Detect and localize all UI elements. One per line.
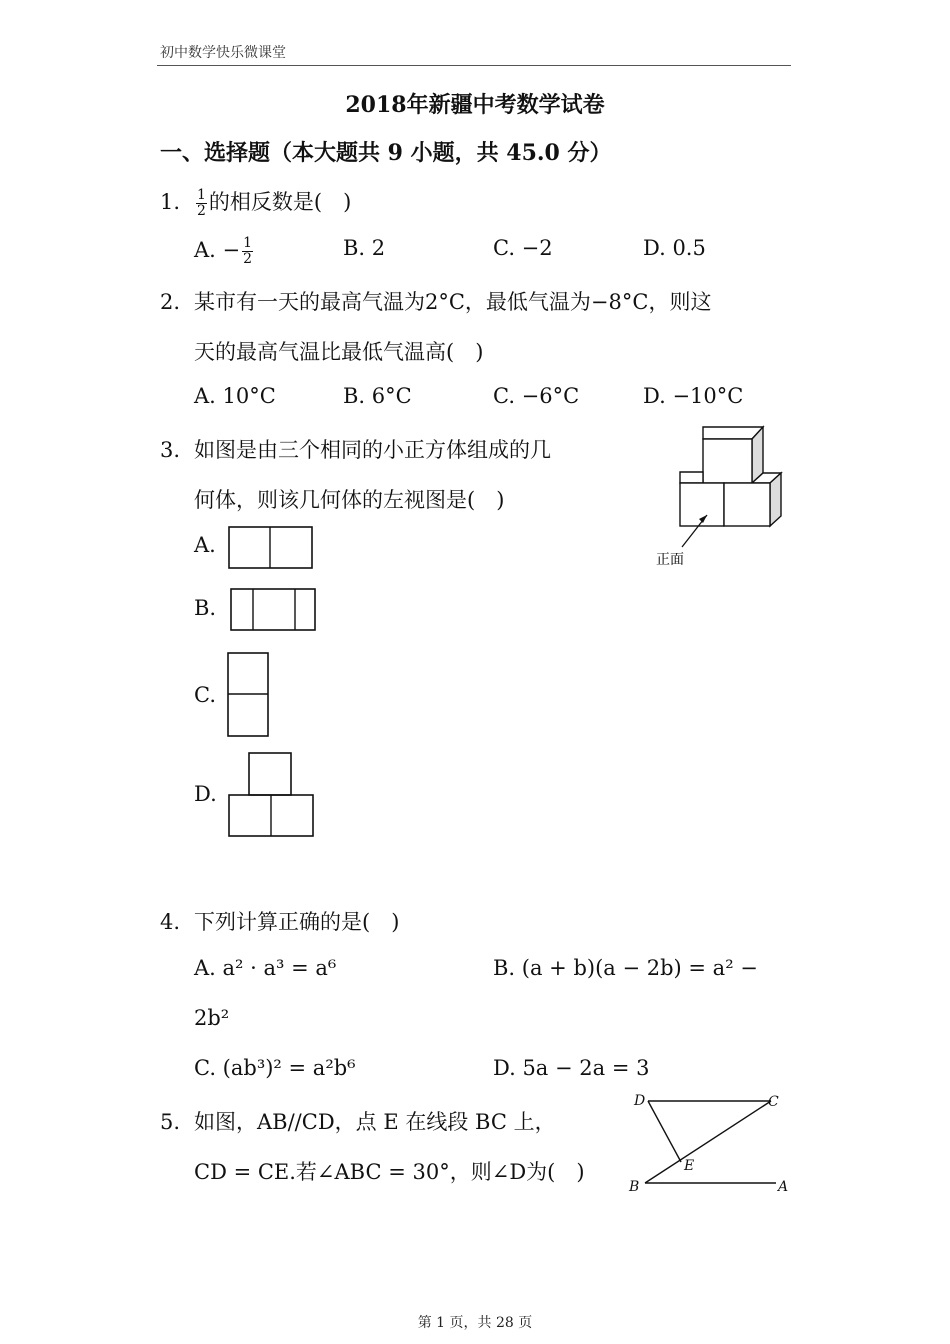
page-header: 初中数学快乐微课堂 (160, 45, 286, 61)
label-c: C (768, 1094, 779, 1110)
question-1 (160, 186, 351, 219)
q3-option-b-label: B. (194, 596, 217, 620)
q4-option-c: C. (ab³)² = a²b⁶ (194, 1056, 356, 1080)
question-stem: 下列计算正确的是( ) (194, 910, 400, 934)
q3-option-a-figure (228, 526, 314, 570)
q3-option-c-figure (227, 652, 271, 739)
right-cube-front-face (724, 483, 770, 526)
q4-option-a: A. a² · a³ = a⁶ (194, 956, 337, 980)
question-number: 1. (160, 190, 181, 214)
question-number: 3. (160, 438, 181, 462)
question-2-line-1 (160, 286, 711, 316)
left-cube-top-face (680, 472, 703, 483)
q1-option-a (194, 236, 255, 267)
q1-option-d: D. 0.5 (643, 236, 706, 260)
q3-option-d-label: D. (194, 782, 217, 806)
label-d: D (634, 1093, 646, 1109)
q2-option-b: B. 6°C (343, 384, 412, 408)
header-divider (157, 65, 791, 66)
q4-option-b-continued: 2b² (194, 1006, 230, 1030)
question-stem: 某市有一天的最高气温为2°C，最低气温为−8°C，则这 (194, 290, 712, 314)
q2-option-a: A. 10°C (194, 384, 276, 408)
q4-option-b: B. (a + b)(a − 2b) = a² − (493, 956, 758, 980)
fraction-half (196, 188, 207, 219)
top-square (249, 753, 291, 795)
question-3-line-1 (160, 434, 551, 464)
question-3-line-2: 何体，则该几何体的左视图是( ) (194, 488, 505, 512)
fraction-denominator: 2 (243, 251, 253, 267)
top-cube-front-face (703, 439, 752, 483)
minus-sign: − (222, 238, 241, 262)
question-number: 4. (160, 910, 181, 934)
page-title: 2018年新疆中考数学试卷 (345, 92, 605, 118)
question-4 (160, 906, 399, 936)
fraction-half (242, 236, 253, 267)
label-a: A (778, 1179, 789, 1195)
question-number: 2. (160, 290, 181, 314)
fraction-numerator: 1 (197, 187, 206, 203)
q3-option-a-label: A. (194, 533, 216, 557)
question-stem: 如图，AB//CD，点 E 在线段 BC 上， (194, 1110, 556, 1134)
segment-de (648, 1101, 681, 1162)
fraction-denominator: 2 (197, 203, 206, 219)
section-heading: 一、选择题（本大题共 9 小题，共 45.0 分） (160, 140, 612, 166)
q4-option-d: D. 5a − 2a = 3 (493, 1056, 650, 1080)
question-stem: 如图是由三个相同的小正方体组成的几 (194, 438, 551, 462)
option-label: A. (194, 238, 216, 262)
page-footer: 第 1 页，共 28 页 (417, 1315, 533, 1331)
geometry-figure (628, 1090, 798, 1200)
q1-option-c: C. −2 (493, 236, 553, 260)
fraction-numerator: 1 (243, 235, 253, 251)
front-label: 正面 (656, 552, 684, 568)
right-cube-side-face (770, 473, 781, 526)
q3-option-d-figure (228, 752, 316, 839)
q3-option-b-figure (230, 588, 318, 632)
q2-option-d: D. −10°C (643, 384, 744, 408)
q1-option-b: B. 2 (343, 236, 386, 260)
question-stem: 的相反数是( ) (208, 190, 352, 214)
question-2-line-2: 天的最高气温比最低气温高( ) (194, 340, 484, 364)
question-5-line-2: CD = CE.若∠ABC = 30°，则∠D为( ) (194, 1160, 585, 1184)
question-5-line-1 (160, 1106, 556, 1136)
label-e: E (684, 1158, 695, 1174)
q2-option-c: C. −6°C (493, 384, 580, 408)
cubes-figure (650, 420, 790, 570)
question-number: 5. (160, 1110, 181, 1134)
label-b: B (629, 1179, 640, 1195)
outline (231, 589, 315, 630)
q3-option-c-label: C. (194, 683, 216, 707)
segment-cb (645, 1101, 771, 1183)
